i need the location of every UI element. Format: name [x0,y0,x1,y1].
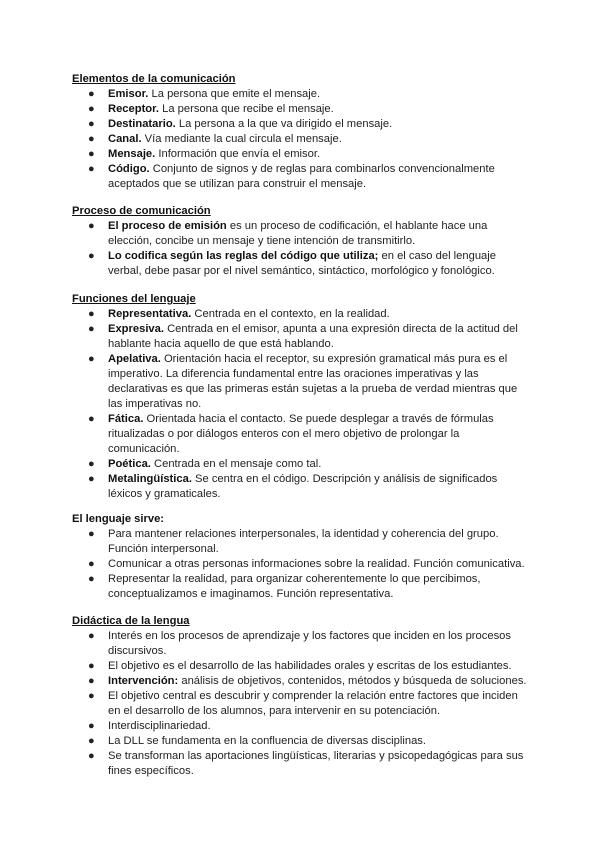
item-text: Representar la realidad, para organizar coherentemente lo que percibimos, conceptualizamos e imaginamos. Función representativa. [108,573,481,600]
item-text: Se transforman las aportaciones lingüísticas, literarias y psicopedagógicas para sus fines específicos. [108,750,524,777]
section-title-elementos: Elementos de la comunicación [72,73,236,85]
list-item [72,117,532,132]
item-text: El objetivo central es descubrir y comprender la relación entre factores que inciden en el desarrollo de los alumnos, para intervenir en su potenciación. [108,690,518,717]
bullet-icon: ● [88,660,95,672]
term: Destinatario. [108,118,176,130]
list-didactica [72,629,532,779]
bullet-icon: ● [88,133,95,145]
list-lenguaje-sirve [72,527,532,602]
list-proceso [72,219,532,279]
list-item [72,352,532,412]
bullet-icon: ● [88,148,95,160]
list-item [72,749,532,779]
list-item [72,147,532,162]
bullet-icon: ● [88,675,95,687]
term: Expresiva. [108,323,164,335]
list-item [72,162,532,192]
bullet-icon: ● [88,558,95,570]
list-item [72,689,532,719]
term: Metalingüística. [108,473,192,485]
definition: Se centra en el código. Descripción y análisis de significados léxicos y gramaticales. [108,473,498,500]
definition: Conjunto de signos y de reglas para combinarlos convencionalmente aceptados que se utilizan para construir el mensaje. [108,163,495,190]
term: Emisor. [108,88,149,100]
list-item [72,557,532,572]
list-elementos [72,87,532,192]
definition: es un proceso de codificación, el hablante hace una elección, concibe un mensaje y tiene intención de transmitirlo. [108,220,488,247]
section-title-funciones: Funciones del lenguaje [72,293,196,305]
bullet-icon: ● [88,630,95,642]
list-item [72,102,532,117]
term: Código. [108,163,150,175]
bullet-icon: ● [88,720,95,732]
term: Mensaje. [108,148,156,160]
list-item [72,219,532,249]
definition: Información que envía el emisor. [155,148,321,160]
item-text: La DLL se fundamenta en la confluencia de diversas disciplinas. [108,735,427,747]
list-item [72,659,532,674]
bullet-icon: ● [88,573,95,585]
bullet-icon: ● [88,690,95,702]
bullet-icon: ● [88,163,95,175]
term: Apelativa. [108,353,161,365]
bullet-icon: ● [88,750,95,762]
list-item [72,527,532,557]
definition: análisis de objetivos, contenidos, métodos y búsqueda de soluciones. [178,675,527,687]
list-item [72,249,532,279]
bullet-icon: ● [88,413,95,425]
section-elementos [72,72,532,192]
section-title-proceso: Proceso de comunicación [72,205,211,217]
section-proceso [72,204,532,279]
item-text: El objetivo es el desarrollo de las habilidades orales y escritas de los estudiantes. [108,660,512,672]
list-item [72,472,532,502]
definition: Orientación hacia el receptor, su expresión gramatical más pura es el imperativo. La diferencia fundamental entre las oraciones imperativas y las declarativas es que las primeras están sujetas a la prueba de verdad mientras que las imperativas no. [108,353,518,410]
term: Lo codifica según las reglas del código que utiliza; [108,250,379,262]
definition: Centrada en el emisor, apunta a una expresión directa de la actitud del hablante hacia aquello de que está hablando. [108,323,518,350]
bullet-icon: ● [88,353,95,365]
item-text: Para mantener relaciones interpersonales, la identidad y coherencia del grupo. Función interpersonal. [108,528,499,555]
bullet-icon: ● [88,458,95,470]
definition: Vía mediante la cual circula el mensaje. [141,133,342,145]
definition: La persona a la que va dirigido el mensaje. [175,118,393,130]
list-item [72,307,532,322]
bullet-icon: ● [88,308,95,320]
bullet-icon: ● [88,473,95,485]
list-item [72,572,532,602]
definition: La persona que emite el mensaje. [148,88,321,100]
bullet-icon: ● [88,323,95,335]
list-item [72,87,532,102]
section-title-didactica: Didáctica de la lengua [72,615,190,627]
item-text: Comunicar a otras personas informaciones sobre la realidad. Función comunicativa. [108,558,525,570]
term: Canal. [108,133,142,145]
term: Representativa. [108,308,192,320]
list-item [72,734,532,749]
term: Intervención: [108,675,179,687]
list-item [72,412,532,457]
section-didactica [72,614,532,779]
term: Poética. [108,458,151,470]
list-item [72,719,532,734]
bullet-icon: ● [88,528,95,540]
list-item [72,322,532,352]
section-title-lenguaje-sirve: El lenguaje sirve: [72,513,165,525]
section-lenguaje-sirve [72,512,532,602]
term: Receptor. [108,103,159,115]
item-text: Interés en los procesos de aprendizaje y los factores que inciden en los procesos discursivos. [108,630,511,657]
bullet-icon: ● [88,88,95,100]
bullet-icon: ● [88,103,95,115]
bullet-icon: ● [88,220,95,232]
bullet-icon: ● [88,735,95,747]
definition: Centrada en el mensaje como tal. [150,458,322,470]
term: El proceso de emisión [108,220,227,232]
list-item [72,457,532,472]
definition: La persona que recibe el mensaje. [158,103,334,115]
definition: Centrada en el contexto, en la realidad. [191,308,390,320]
list-funciones [72,307,532,502]
term: Fática. [108,413,144,425]
list-item [72,674,532,689]
section-funciones [72,292,532,502]
bullet-icon: ● [88,250,95,262]
bullet-icon: ● [88,118,95,130]
item-text: Interdisciplinariedad. [108,720,211,732]
list-item [72,629,532,659]
definition: Orientada hacia el contacto. Se puede desplegar a través de fórmulas ritualizadas o por diálogos enteros con el mero objetivo de prolongar la comunicación. [108,413,494,455]
definition: en el caso del lenguaje verbal, debe pasar por el nivel semántico, sintáctico, morfológico y fonológico. [108,250,496,277]
list-item [72,132,532,147]
